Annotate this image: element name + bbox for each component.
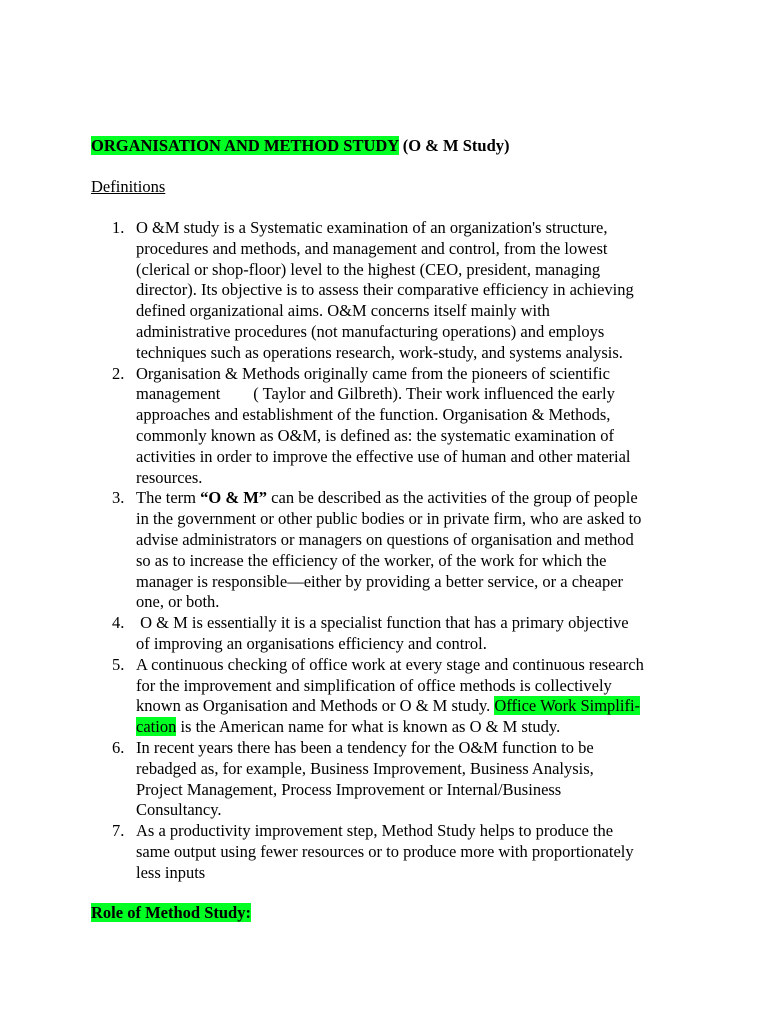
item-text: known as Organisation and Methods or O & M study. <box>136 696 495 716</box>
list-item <box>91 738 681 821</box>
item-text: is the American name for what is known as O & M study. <box>176 717 561 737</box>
item-number: 3. <box>112 488 125 508</box>
highlighted-term: Office Work Simplifi- <box>494 696 641 716</box>
item-line: O &M study is a Systematic examination of an organization's structure, <box>136 218 608 237</box>
item-line <box>136 717 681 738</box>
item-line: Organisation & Methods originally came from the pioneers of scientific <box>136 363 610 383</box>
item-line: so as to increase the efficiency of the worker, of the work for which the <box>136 550 607 570</box>
item-line: A continuous checking of office work at every stage and continuous research <box>136 654 644 674</box>
page-title <box>91 136 510 156</box>
definitions-list <box>91 218 681 884</box>
item-line: As a productivity improvement step, Method Study helps to produce the <box>136 821 614 841</box>
item-number: 1. <box>112 218 125 237</box>
item-line: rebadged as, for example, Business Improvement, Business Analysis, <box>136 758 594 778</box>
list-item <box>91 821 681 883</box>
item-line: O & M is essentially it is a specialist function that has a primary objective <box>136 613 629 633</box>
item-number: 4. <box>112 613 125 633</box>
item-text: The term <box>136 488 201 508</box>
item-line: Project Management, Process Improvement or Internal/Business <box>136 779 562 799</box>
item-line: procedures and methods, and management and control, from the lowest <box>136 238 608 258</box>
list-item <box>91 218 681 364</box>
item-line: techniques such as operations research, work-study, and systems analysis. <box>136 342 623 362</box>
item-line: less inputs <box>136 862 206 882</box>
item-line <box>136 488 681 509</box>
item-line: director). Its objective is to assess their comparative efficiency in achieving <box>136 280 634 300</box>
item-line: approaches and establishment of the function. Organisation & Methods, <box>136 405 611 425</box>
item-line: advise administrators or managers on questions of organisation and method <box>136 529 634 549</box>
list-item <box>91 655 681 738</box>
item-number: 2. <box>112 363 125 383</box>
list-item <box>91 488 681 613</box>
item-line: (clerical or shop-floor) level to the highest (CEO, president, managing <box>136 259 601 279</box>
item-line: management ( Taylor and Gilbreth). Their work influenced the early <box>136 384 615 404</box>
om-term-bold: “O & M” <box>200 488 268 508</box>
item-line: in the government or other public bodies or in private firm, who are asked to <box>136 509 642 529</box>
item-line: resources. <box>136 467 203 487</box>
item-line: Consultancy. <box>136 800 222 820</box>
item-line: defined organizational aims. O&M concerns itself mainly with <box>136 301 550 321</box>
item-line: same output using fewer resources or to produce more with proportionately <box>136 841 634 861</box>
list-item <box>91 364 681 489</box>
definitions-heading: Definitions <box>91 177 166 196</box>
item-line: administrative procedures (not manufacturing operations) and employs <box>136 321 605 341</box>
item-line: of improving an organisations efficiency and control. <box>136 633 487 653</box>
item-line: commonly known as O&M, is defined as: the systematic examination of <box>136 425 614 445</box>
title-highlighted: ORGANISATION AND METHOD STUDY <box>91 136 399 155</box>
item-line: In recent years there has been a tendency for the O&M function to be <box>136 737 594 757</box>
item-line: for the improvement and simplification of office methods is collectively <box>136 675 612 695</box>
item-text: can be described as the activities of the group of people <box>267 488 638 508</box>
title-suffix: (O & M Study) <box>398 136 510 155</box>
item-number: 6. <box>112 737 125 757</box>
item-number: 7. <box>112 821 125 841</box>
role-heading-highlight: Role of Method Study: <box>91 903 251 922</box>
role-heading <box>91 903 251 923</box>
item-line: activities in order to improve the effective use of human and other material <box>136 446 631 466</box>
item-line: one, or both. <box>136 592 220 612</box>
item-line: manager is responsible—either by providing a better service, or a cheaper <box>136 571 624 591</box>
list-item <box>91 613 681 655</box>
item-line <box>136 696 681 717</box>
item-number: 5. <box>112 654 125 674</box>
highlighted-term: cation <box>136 717 177 737</box>
